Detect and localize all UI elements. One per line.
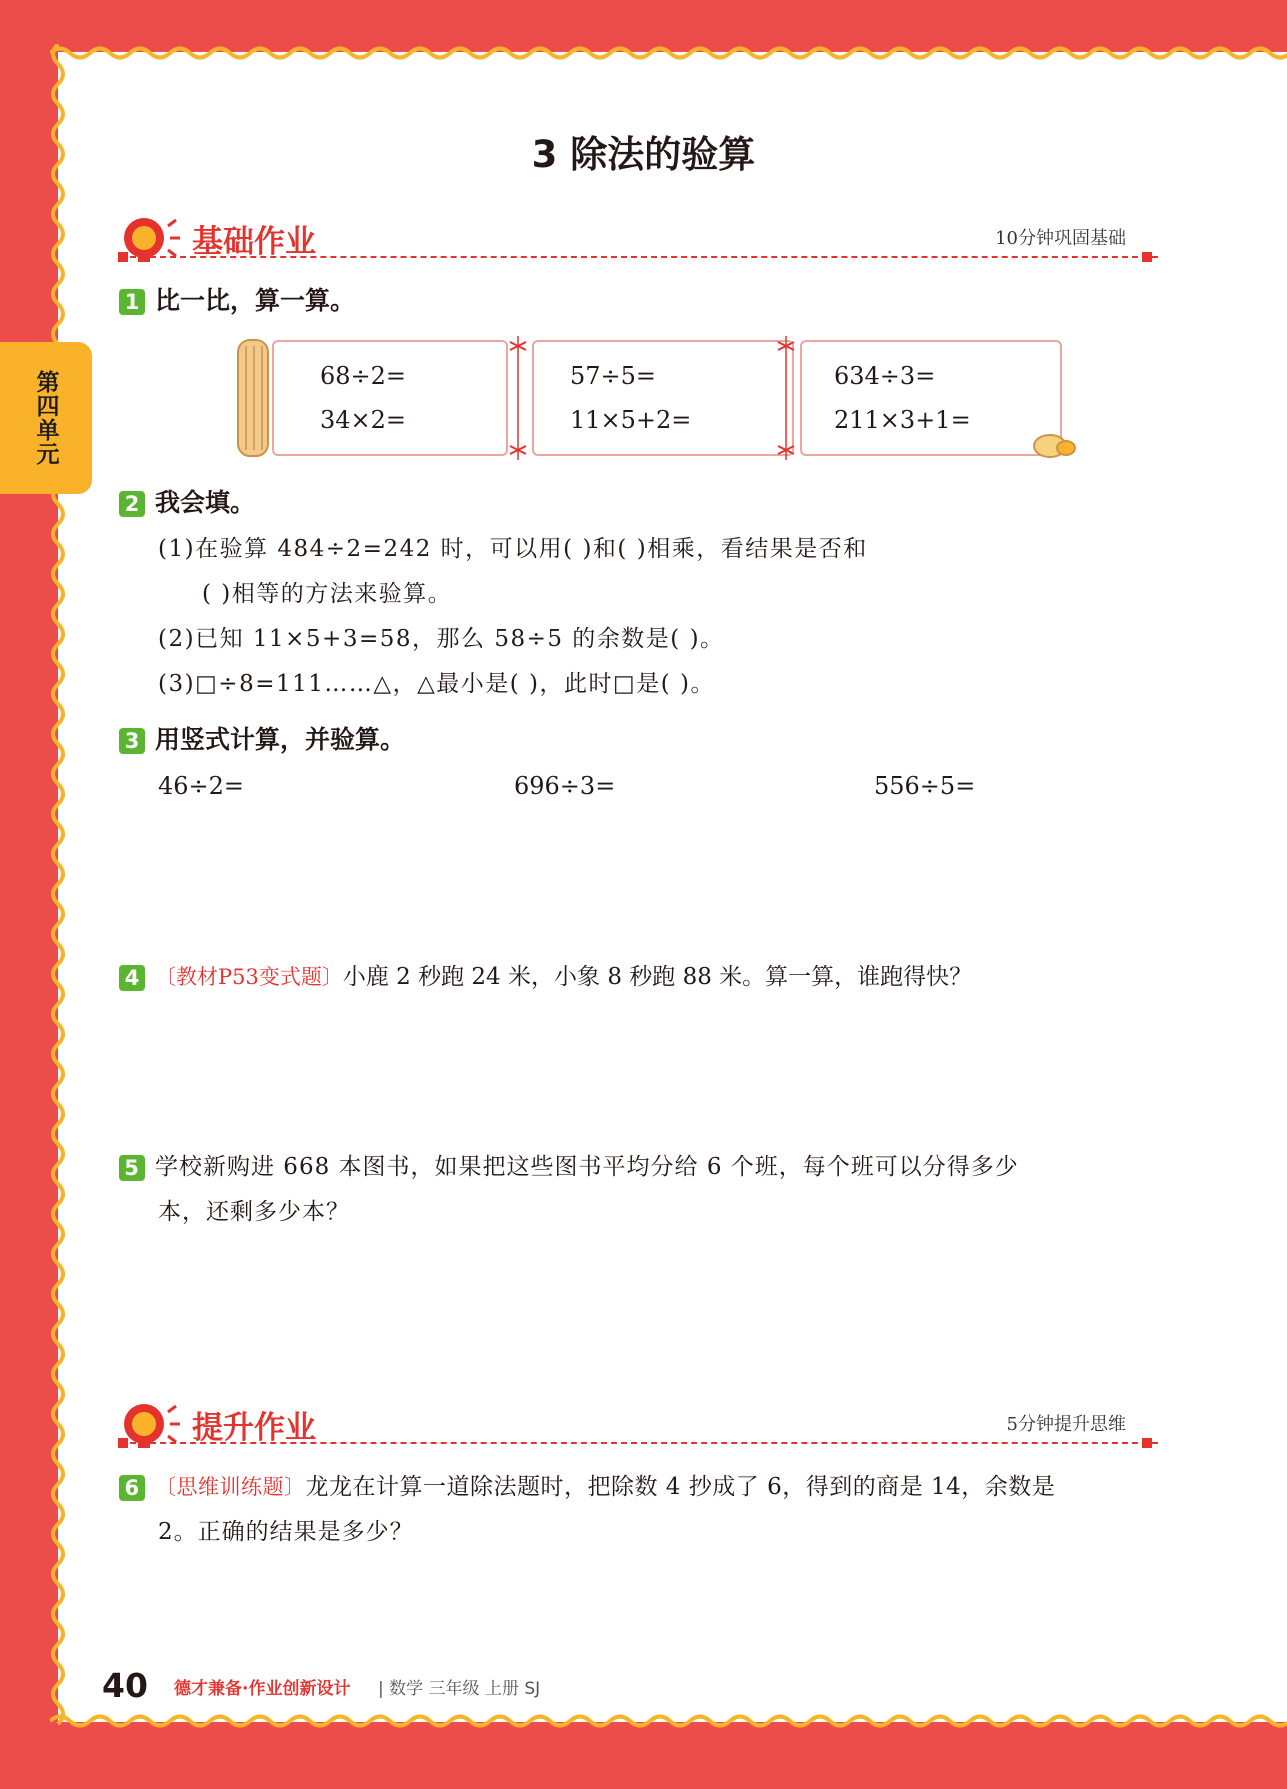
question-6-line-2: 2。正确的结果是多少？: [158, 1519, 414, 1545]
footer-brand: 德才兼备·作业创新设计: [174, 1679, 351, 1699]
question-2-line-1: (1)在验算 484÷2=242 时，可以用( )和( )相乘，看结果是否和: [158, 536, 868, 562]
exercise-panel-2: [532, 340, 794, 456]
question-1-heading: [119, 286, 355, 316]
question-number-badge: 2: [119, 491, 145, 517]
divider-cap: [118, 252, 128, 262]
equation: 68÷2=: [320, 362, 407, 390]
thinking-training-tag: 〔思维训练题〕: [155, 1475, 306, 1499]
question-6-text: 龙龙在计算一道除法题时，把除数 4 抄成了 6，得到的商是 14，余数是: [305, 1474, 1056, 1500]
exercise-panel-1: [272, 340, 508, 456]
equation: 57÷5=: [570, 362, 657, 390]
ribbon-icon: [770, 336, 802, 460]
section-basic-header: [118, 212, 1158, 272]
question-6-line-1: [119, 1472, 1055, 1502]
question-3-heading: [119, 725, 405, 755]
question-5-line-2: 本，还剩多少本？: [158, 1199, 350, 1225]
divider-cap: [1142, 1438, 1152, 1448]
unit-side-tab: [0, 342, 92, 494]
question-number-badge: 4: [119, 965, 145, 991]
section-advanced-title: 提升作业: [192, 1410, 316, 1446]
question-2-line-2: ( )相等的方法来验算。: [202, 581, 453, 607]
ribbon-icon: [502, 336, 534, 460]
question-number-badge: 6: [119, 1475, 145, 1501]
unit-tab-label: 第四单元: [32, 370, 59, 466]
equation: 211×3+1=: [834, 406, 971, 434]
scroll-exercise-card: [232, 336, 1082, 460]
calc-item-1: 46÷2=: [158, 772, 245, 800]
equation: 634÷3=: [834, 362, 936, 390]
page-title: 3 除法的验算: [531, 133, 756, 176]
left-border-ornament: [48, 44, 68, 1734]
calc-item-2: 696÷3=: [514, 772, 616, 800]
top-border-ornament: [50, 44, 1287, 62]
divider-cap: [1142, 252, 1152, 262]
equation: 34×2=: [320, 406, 407, 434]
section-basic-title: 基础作业: [192, 224, 316, 260]
money-pouch-icon: [1032, 424, 1078, 458]
page-number: 40: [102, 1666, 148, 1705]
question-2-title: 我会填。: [155, 488, 256, 517]
question-4-text: 小鹿 2 秒跑 24 米，小象 8 秒跑 88 米。算一算，谁跑得快？: [342, 964, 973, 990]
question-1-title: 比一比，算一算。: [155, 286, 356, 315]
question-3-title: 用竖式计算，并验算。: [155, 725, 406, 754]
textbook-reference-tag: 〔教材P53变式题〕: [155, 965, 343, 989]
exercise-panel-3: [800, 340, 1062, 456]
section-advanced-header: [118, 1398, 1158, 1458]
bottom-border-ornament: [50, 1712, 1287, 1730]
equation: 11×5+2=: [570, 406, 692, 434]
question-2-heading: [119, 488, 255, 518]
footer-book-info: | 数学 三年级 上册 SJ: [378, 1679, 541, 1699]
question-number-badge: 1: [119, 289, 145, 315]
section-advanced-subtitle: 5分钟提升思维: [1006, 1414, 1126, 1435]
question-2-line-4: (3)□÷8=111……△，△最小是( )，此时□是( )。: [158, 671, 716, 697]
question-2-line-3: (2)已知 11×5+3=58，那么 58÷5 的余数是( )。: [158, 626, 725, 652]
question-number-badge: 5: [119, 1155, 145, 1181]
question-5-line-1: [119, 1152, 1019, 1182]
question-4: [119, 962, 972, 992]
section-divider: [120, 256, 1158, 258]
calc-item-3: 556÷5=: [874, 772, 976, 800]
section-divider: [120, 1442, 1158, 1444]
question-number-badge: 3: [119, 728, 145, 754]
section-basic-subtitle: 10分钟巩固基础: [995, 228, 1126, 249]
question-5-text: 学校新购进 668 本图书，如果把这些图书平均分给 6 个班，每个班可以分得多少: [155, 1154, 1019, 1180]
divider-cap: [118, 1438, 128, 1448]
